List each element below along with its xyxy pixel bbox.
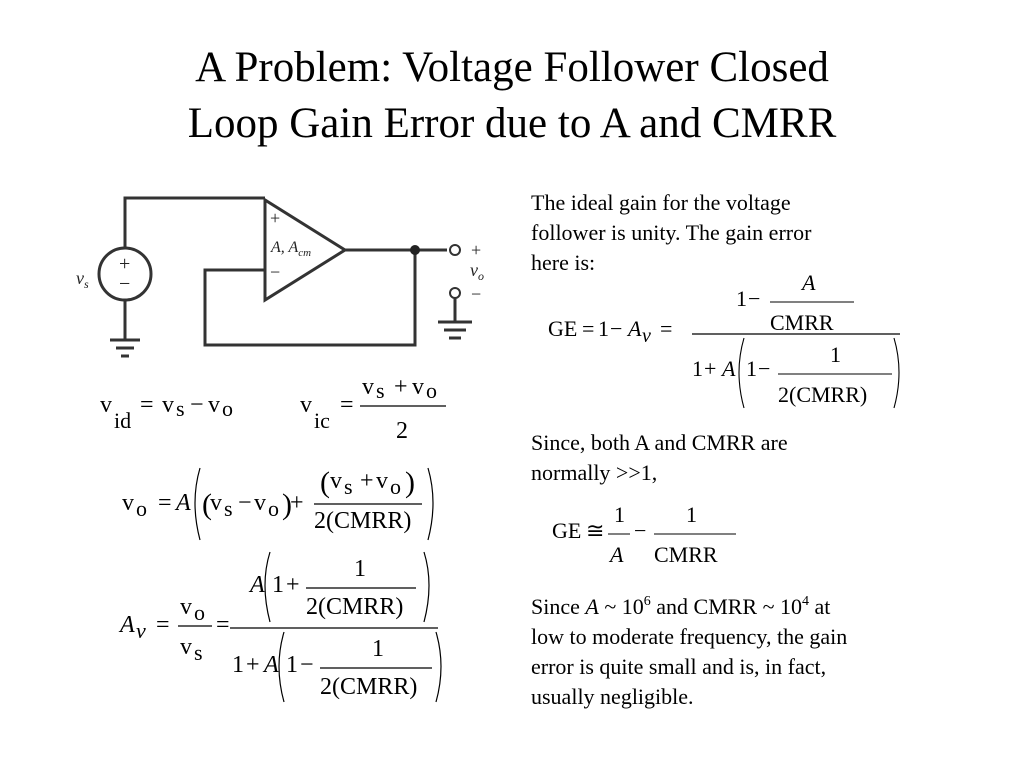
- svg-text:ic: ic: [314, 408, 330, 433]
- opamp-plus: +: [270, 208, 281, 228]
- source-minus: −: [119, 273, 131, 295]
- svg-text:=: =: [582, 316, 595, 341]
- svg-text:v: v: [100, 392, 112, 418]
- svg-text:v: v: [208, 392, 220, 418]
- svg-text:=: =: [140, 392, 154, 418]
- ge-approx-equation: [552, 500, 752, 579]
- svg-text:id: id: [114, 408, 132, 433]
- svg-text:v: v: [254, 490, 266, 516]
- svg-text:−: −: [758, 356, 771, 381]
- ge-equation: [548, 270, 908, 419]
- av-equation: [120, 548, 450, 712]
- svg-text:=: =: [216, 612, 230, 638]
- svg-text:2(CMRR): 2(CMRR): [778, 382, 868, 407]
- svg-text:1: 1: [746, 356, 757, 381]
- svg-text:GE: GE: [552, 518, 582, 543]
- svg-text:2(CMRR): 2(CMRR): [320, 674, 418, 700]
- svg-text:A: A: [176, 490, 191, 516]
- svg-text:1: 1: [372, 636, 384, 662]
- title-line-2: Loop Gain Error due to A and CMRR: [187, 100, 837, 147]
- svg-text:v: v: [210, 490, 222, 516]
- svg-text:+: +: [286, 572, 300, 598]
- svg-text:=: =: [340, 392, 354, 418]
- svg-text:s: s: [376, 378, 385, 403]
- svg-text:A: A: [120, 612, 135, 638]
- svg-text:+: +: [246, 652, 260, 678]
- svg-text:−: −: [300, 652, 314, 678]
- slide-title: [0, 40, 1024, 152]
- svg-text:v: v: [330, 468, 342, 494]
- svg-text:1: 1: [354, 556, 366, 582]
- svg-text:A: A: [722, 356, 736, 381]
- title-line-1: A Problem: Voltage Follower Closed: [195, 44, 829, 91]
- svg-text:A: A: [250, 572, 265, 598]
- source-label: $v_s$: [76, 268, 89, 291]
- svg-text:A: A: [610, 542, 624, 567]
- svg-text:s: s: [344, 474, 353, 499]
- svg-text:s: s: [194, 640, 203, 665]
- svg-text:GE: GE: [548, 316, 578, 341]
- svg-text:v: v: [122, 490, 134, 516]
- vid-equation: [100, 390, 260, 444]
- svg-text:1: 1: [598, 316, 609, 341]
- svg-text:2(CMRR): 2(CMRR): [306, 594, 404, 620]
- svg-text:o: o: [426, 378, 437, 403]
- svg-text:A: A: [264, 652, 279, 678]
- svg-text:v: v: [412, 374, 424, 400]
- voltage-follower-circuit: [70, 190, 510, 380]
- svg-text:1: 1: [686, 502, 697, 527]
- svg-text:A: A: [628, 316, 642, 341]
- paragraph-ideal-gain: [531, 188, 971, 278]
- svg-text:=: =: [158, 490, 172, 516]
- svg-text:1: 1: [286, 652, 298, 678]
- svg-text:CMRR: CMRR: [770, 310, 834, 335]
- svg-text:2(CMRR): 2(CMRR): [314, 508, 412, 534]
- svg-text:+: +: [360, 468, 374, 494]
- svg-text:o: o: [136, 496, 147, 521]
- p1-line-3: here is:: [531, 250, 596, 275]
- svg-text:): ): [405, 466, 415, 499]
- svg-text:CMRR: CMRR: [654, 542, 718, 567]
- opamp-gain-label: A, $A_{cm}$: [271, 239, 312, 259]
- vo-equation: [122, 462, 442, 551]
- svg-text:o: o: [222, 396, 233, 421]
- svg-text:=: =: [156, 612, 170, 638]
- svg-text:2: 2: [396, 418, 408, 444]
- svg-text:1: 1: [692, 356, 703, 381]
- output-plus: +: [471, 240, 482, 260]
- svg-text:(: (: [320, 466, 330, 499]
- svg-text:1: 1: [736, 286, 747, 311]
- svg-text:≅: ≅: [586, 518, 605, 543]
- svg-text:1: 1: [614, 502, 625, 527]
- p1-line-1: The ideal gain for the voltage: [531, 190, 791, 215]
- svg-text:o: o: [194, 600, 205, 625]
- p3-line-2: low to moderate frequency, the gain: [531, 624, 848, 649]
- svg-text:): ): [282, 488, 292, 521]
- svg-text:v: v: [642, 325, 651, 347]
- svg-text:(: (: [202, 488, 212, 521]
- svg-text:v: v: [376, 468, 388, 494]
- svg-text:1: 1: [830, 342, 841, 367]
- p2-line-1: Since, both A and CMRR are: [531, 430, 788, 455]
- paragraph-conclusion: [531, 592, 971, 712]
- svg-text:−: −: [748, 286, 761, 311]
- p3-line-3: error is quite small and is, in fact,: [531, 654, 827, 679]
- svg-text:+: +: [290, 490, 304, 516]
- p1-line-2: follower is unity. The gain error: [531, 220, 812, 245]
- svg-text:v: v: [162, 392, 174, 418]
- svg-text:s: s: [176, 396, 185, 421]
- svg-text:v: v: [136, 618, 146, 643]
- paragraph-since-both: [531, 428, 971, 488]
- svg-text:−: −: [610, 316, 623, 341]
- svg-text:=: =: [660, 316, 673, 341]
- p2-line-2: normally >>1,: [531, 460, 658, 485]
- svg-text:v: v: [180, 634, 192, 660]
- svg-text:−: −: [634, 518, 647, 543]
- opamp-minus: −: [270, 262, 281, 282]
- svg-text:−: −: [238, 490, 252, 516]
- svg-text:−: −: [190, 392, 204, 418]
- svg-text:o: o: [390, 474, 401, 499]
- svg-text:+: +: [394, 374, 408, 400]
- svg-text:v: v: [180, 594, 192, 620]
- svg-text:v: v: [300, 392, 312, 418]
- vic-equation: [300, 372, 460, 451]
- svg-text:+: +: [704, 356, 717, 381]
- svg-text:A: A: [802, 270, 816, 295]
- source-plus: +: [119, 253, 131, 275]
- svg-text:1: 1: [272, 572, 284, 598]
- output-minus: −: [471, 284, 482, 304]
- p3-line-4: usually negligible.: [531, 684, 694, 709]
- svg-text:s: s: [224, 496, 233, 521]
- svg-text:v: v: [362, 374, 374, 400]
- p3-line-1: Since A ~ $10^6$ and CMRR ~ $10^4$ at: [531, 594, 831, 619]
- svg-text:o: o: [268, 496, 279, 521]
- output-label: $v_o$: [470, 260, 484, 283]
- svg-text:1: 1: [232, 652, 244, 678]
